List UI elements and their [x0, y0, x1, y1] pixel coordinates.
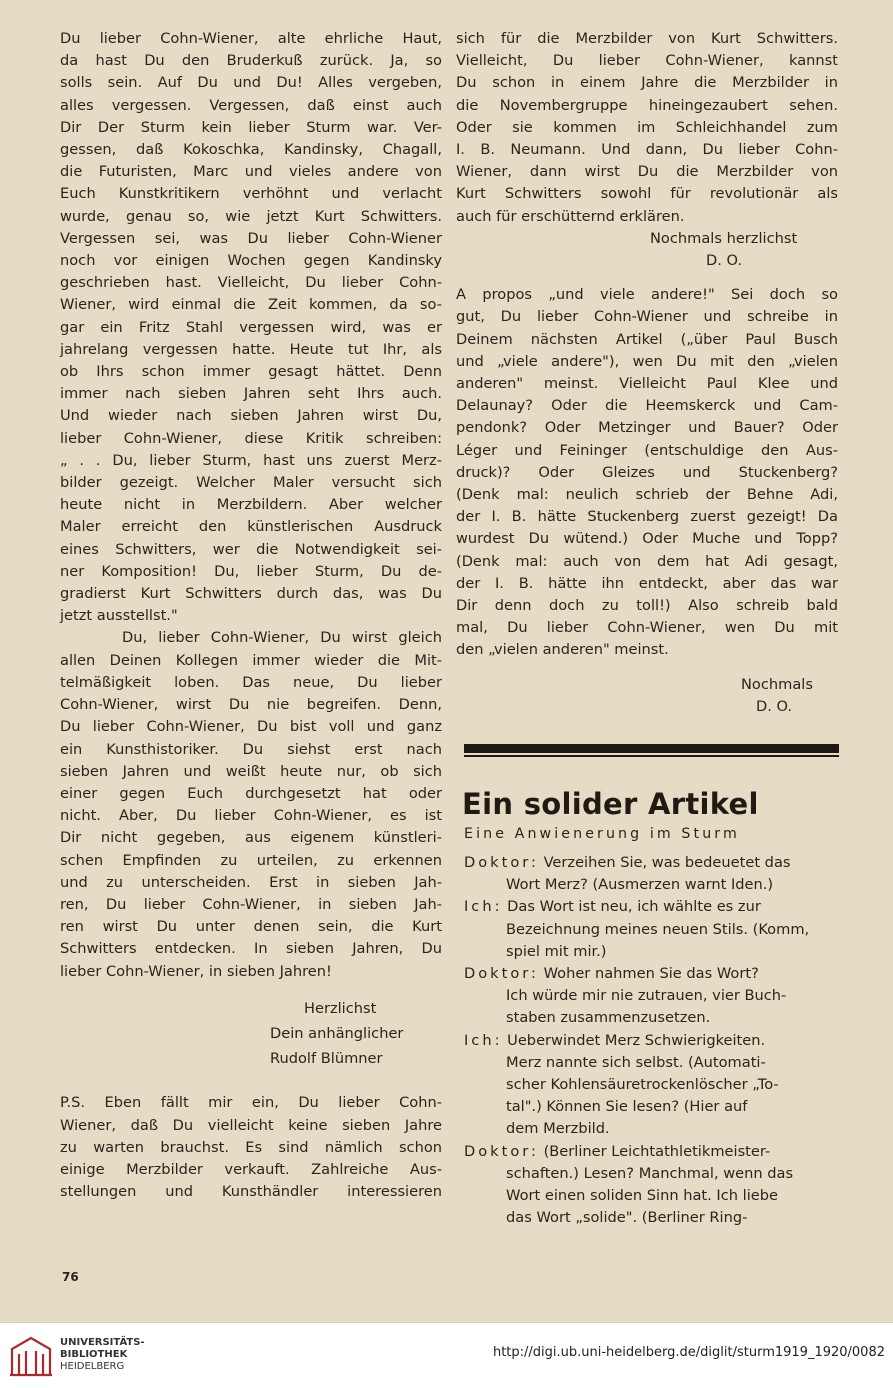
dialog-line [464, 941, 840, 963]
letter-text-line: auch für erschütternd erklären. [456, 207, 685, 225]
dialog-line [464, 1141, 840, 1163]
apropos-line: Delaunay? Oder die Heemskerck und Cam- [456, 397, 838, 415]
letter-text-line: telmäßigkeit loben. Das neue, Du lieber [60, 673, 442, 691]
library-name-line: UNIVERSITÄTS- [60, 1337, 145, 1348]
letter-text-line: Du schon in einem Jahre die Merzbilder in [456, 74, 838, 92]
dialog-text: schaften.) Lesen? Manchmal, wenn das [506, 1164, 794, 1182]
apropos-line: den „vielen anderen" meinst. [456, 641, 669, 659]
apropos-line: (Denk mal: auch von dem hat Adi gesagt, [456, 552, 838, 570]
letter-text-line: gar ein Fritz Stahl vergessen wird, was er [60, 318, 442, 336]
letter-text-line: die Novembergruppe hineingezaubert sehen. [456, 96, 838, 114]
letter-text-line: Euch Kunstkritikern verhöhnt und verlacht [60, 185, 442, 203]
signature-line: Rudolf Blümner [270, 1050, 383, 1068]
apropos-line: anderen" meinst. Vielleicht Paul Klee und [456, 375, 838, 393]
letter-text-line: ren wirst Du unter denen sein, die Kurt [60, 918, 442, 936]
letter-text-line: ob Ihrs schon immer gesagt hättet. Denn [60, 363, 442, 381]
letter-text-line: jetzt ausstellst." [60, 607, 178, 625]
letter-text-line: Kurt Schwitters sowohl für revolutionär als [456, 185, 838, 203]
letter-text-line: sieben Jahren und weißt heute nur, ob sich [60, 762, 442, 780]
right-column [456, 28, 838, 718]
closing-line: Nochmals [741, 675, 813, 693]
dialog-text: staben zusammenzusetzen. [506, 1009, 711, 1027]
apropos-line: der I. B. hätte Stuckenberg zuerst gezeigt! Da [456, 508, 838, 526]
letter-text-line: Vielleicht, Du lieber Cohn-Wiener, kannst [456, 52, 838, 70]
letter-text-line: ein Kunsthistoriker. Du siehst erst nach [60, 740, 442, 758]
letter-text-line: Oder sie kommen im Schleichhandel zum [456, 118, 838, 136]
apropos-line: Léger und Feininger (entschuldige den Aus- [456, 441, 838, 459]
dialog-line [464, 1185, 840, 1207]
page-number: 76 [62, 1270, 79, 1284]
dialog-text: scher Kohlensäuretrockenlöscher „To- [506, 1076, 779, 1094]
apropos-line: A propos „und viele andere!" Sei doch so [456, 286, 838, 304]
dialog-line [464, 919, 840, 941]
dialog-line [464, 1007, 840, 1029]
apropos-line: Deinem nächsten Artikel („über Paul Busch [456, 330, 838, 348]
letter-text-line: Wiener, dann wirst Du die Merzbilder von [456, 163, 838, 181]
letter-text-line: Maler erreicht den künstlerischen Ausdruck [60, 518, 442, 536]
apropos-line: mal, Du lieber Cohn-Wiener, wen Du mit [456, 619, 838, 637]
article-subtitle: Eine Anwienerung im Sturm [464, 826, 740, 842]
dialog-line [464, 1163, 840, 1185]
dialog-line [464, 1074, 840, 1096]
letter-text-line: I. B. Neumann. Und dann, Du lieber Cohn- [456, 141, 838, 159]
postscript-line: zu warten brauchst. Es sind nämlich schon [60, 1138, 442, 1156]
apropos-line: pendonk? Oder Metzinger und Bauer? Oder [456, 419, 838, 437]
closing-line: D. O. [706, 252, 743, 270]
dialog-text: Wort Merz? (Ausmerzen warnt Iden.) [506, 876, 774, 894]
speaker-label: Ich: [464, 1031, 503, 1049]
apropos-line: gut, Du lieber Cohn-Wiener und schreibe in [456, 308, 838, 326]
letter-text-line: nicht. Aber, Du lieber Cohn-Wiener, es ist [60, 807, 442, 825]
apropos-line: Dir denn doch zu toll!) Also schreib bald [456, 597, 838, 615]
letter-text-line: noch vor einigen Wochen gegen Kandinsky [60, 252, 442, 270]
letter-text-line: geschrieben hast. Vielleicht, Du lieber Cohn- [60, 274, 442, 292]
letter-text-line: Dir Der Sturm kein lieber Sturm war. Ver- [60, 118, 442, 136]
letter-text-line: alles vergessen. Vergessen, daß einst auch [60, 96, 442, 114]
letter-text-line: ner Komposition! Du, lieber Sturm, Du de- [60, 562, 442, 580]
letter-text-line: gessen, daß Kokoschka, Kandinsky, Chagall, [60, 141, 442, 159]
article-dialog [464, 852, 840, 1229]
speaker-label: Doktor: [464, 854, 539, 871]
left-column [60, 28, 442, 1203]
dialog-text: (Berliner Leichtathletikmeister- [543, 1142, 771, 1160]
dialog-line [464, 896, 840, 918]
dialog-text: Ueberwindet Merz Schwierigkeiten. [507, 1031, 766, 1049]
letter-text-line: bilder gezeigt. Welcher Maler versucht sich [60, 474, 442, 492]
dialog-line [464, 1207, 840, 1229]
letter-text-line: wurde, genau so, wie jetzt Kurt Schwitters. [60, 207, 442, 225]
speaker-label: Ich: [464, 898, 503, 916]
letter-text-line: einer gegen Euch durchgesetzt hat oder [60, 784, 442, 802]
letter-text-line: Du lieber Cohn-Wiener, alte ehrliche Haut, [60, 30, 442, 47]
letter-text-line: solls sein. Auf Du und Du! Alles vergeben, [60, 74, 442, 92]
letter-text-line: „ . . Du, lieber Sturm, hast uns zuerst Merz- [60, 451, 442, 469]
letter-text-line: Du, lieber Cohn-Wiener, Du wirst gleich [122, 629, 442, 647]
letter-text-line: immer nach sieben Jahren seht Ihrs auch. [60, 385, 442, 403]
dialog-line [464, 1096, 840, 1118]
dialog-text: Bezeichnung meines neuen Stils. (Komm, [506, 920, 810, 938]
letter-text-line: Und wieder nach sieben Jahren wirst Du, [60, 407, 442, 425]
dialog-text: Merz nannte sich selbst. (Automati- [506, 1053, 766, 1071]
article-title: Ein solider Artikel [462, 787, 759, 821]
dialog-line [464, 874, 840, 896]
library-name-line: BIBLIOTHEK [60, 1349, 128, 1360]
dialog-text: Woher nahmen Sie das Wort? [543, 965, 759, 983]
letter-text-line: jahrelang vergessen hatte. Heute tut Ihr, als [60, 340, 442, 358]
dialog-text: spiel mit mir.) [506, 942, 607, 960]
dialog-text: Wort einen soliden Sinn hat. Ich liebe [506, 1187, 778, 1205]
postscript-line: stellungen und Kunsthändler interessieren [60, 1183, 442, 1201]
library-logo-icon[interactable] [8, 1335, 54, 1377]
apropos-line: der I. B. hätte ihn entdeckt, aber das war [456, 574, 838, 592]
apropos-line: und „viele andere"), wen Du mit den „vielen [456, 352, 838, 370]
postscript-line: einige Merzbilder verkauft. Zahlreiche Aus- [60, 1160, 442, 1178]
letter-text-line: und zu unterscheiden. Erst in sieben Jah- [60, 873, 442, 891]
letter-text-line: Cohn-Wiener, wirst Du nie begreifen. Denn, [60, 696, 442, 714]
letter-text-line: da hast Du den Bruderkuß zurück. Ja, so [60, 52, 442, 70]
dialog-line [464, 1030, 840, 1052]
letter-text-line: gradierst Kurt Schwitters durch das, was Du [60, 585, 442, 603]
letter-text-line: schen Empfinden zu urteilen, zu erkennen [60, 851, 442, 869]
letter-text-line: Vergessen sei, was Du lieber Cohn-Wiener [60, 229, 442, 247]
apropos-line: (Denk mal: neulich schrieb der Behne Adi, [456, 486, 838, 504]
letter-text-line: allen Deinen Kollegen immer wieder die Mit- [60, 651, 442, 669]
closing-line: D. O. [756, 697, 793, 715]
section-divider [464, 744, 839, 758]
dialog-text: das Wort „solide". (Berliner Ring- [506, 1209, 748, 1227]
dialog-text: dem Merzbild. [506, 1120, 610, 1138]
letter-text-line: Dir nicht gegeben, aus eigenem künstleri- [60, 829, 442, 847]
apropos-line: druck)? Oder Gleizes und Stuckenberg? [456, 463, 838, 481]
letter-text-line: lieber Cohn-Wiener, in sieben Jahren! [60, 962, 332, 980]
letter-text-line: die Futuristen, Marc und vieles andere von [60, 163, 442, 181]
apropos-line: wurdest Du wütend.) Oder Muche und Topp? [456, 530, 838, 548]
signature-line: Herzlichst [304, 999, 377, 1017]
dialog-line [464, 963, 840, 985]
dialog-text: Ich würde mir nie zutrauen, vier Buch- [506, 987, 787, 1005]
dialog-line [464, 985, 840, 1007]
signature-line: Dein anhänglicher [270, 1024, 404, 1042]
letter-text-line: Du lieber Cohn-Wiener, Du bist voll und ganz [60, 718, 442, 736]
speaker-label: Doktor: [464, 1142, 539, 1160]
letter-text-line: Wiener, wird einmal die Zeit kommen, da so- [60, 296, 442, 314]
dialog-line [464, 852, 840, 874]
letter-text-line: lieber Cohn-Wiener, diese Kritik schreiben: [60, 429, 442, 447]
speaker-label: Doktor: [464, 965, 539, 983]
dialog-text: Verzeihen Sie, was bedeuetet das [543, 854, 791, 871]
postscript-line: Wiener, daß Du vielleicht keine sieben Jahre [60, 1116, 442, 1134]
dialog-text: tal".) Können Sie lesen? (Hier auf [506, 1098, 748, 1116]
viewer-footer [0, 1322, 893, 1388]
letter-text-line: eines Schwitters, wer die Notwendigkeit sei- [60, 540, 442, 558]
letter-text-line: heute nicht in Merzbildern. Aber welcher [60, 496, 442, 514]
dialog-line [464, 1118, 840, 1140]
postscript-line: P.S. Eben fällt mir ein, Du lieber Cohn- [60, 1094, 442, 1112]
library-name[interactable] [60, 1337, 145, 1373]
dialog-line [464, 1052, 840, 1074]
letter-text-line: ren, Du lieber Cohn-Wiener, in sieben Jah- [60, 895, 442, 913]
letter-text-line: sich für die Merzbilder von Kurt Schwitters. [456, 30, 838, 47]
dialog-text: Das Wort ist neu, ich wählte es zur [507, 898, 761, 916]
closing-line: Nochmals herzlichst [650, 229, 798, 247]
letter-text-line: Schwitters entdecken. In sieben Jahren, Du [60, 940, 442, 958]
permalink-url[interactable]: http://digi.ub.uni-heidelberg.de/diglit/sturm1919_1920/0082 [492, 1345, 885, 1360]
library-name-line: HEIDELBERG [60, 1361, 125, 1372]
